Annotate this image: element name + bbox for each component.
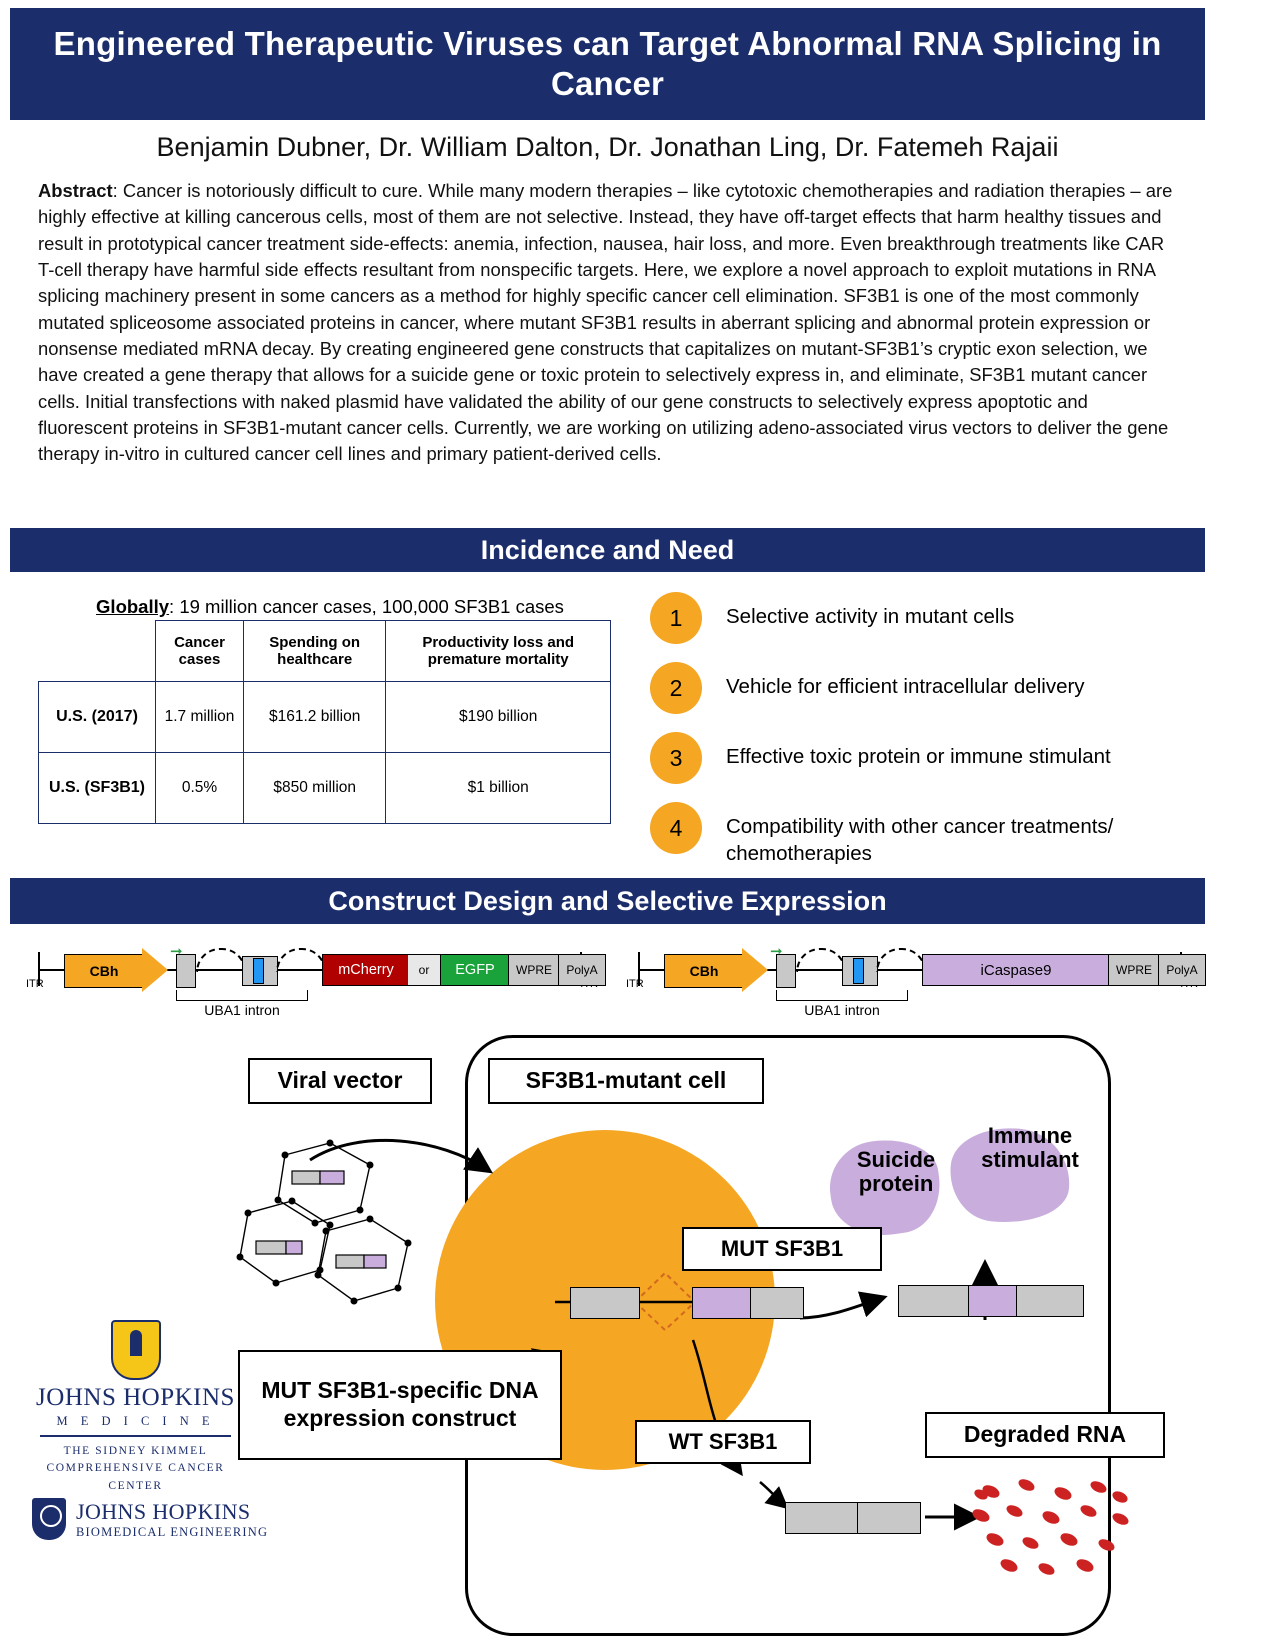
gene-mcherry-box: mCherry	[322, 954, 410, 986]
needs-list	[650, 592, 1195, 885]
table-cell: 1.7 million	[156, 682, 244, 753]
intron-brace	[176, 990, 308, 1001]
exon-block	[857, 1502, 921, 1534]
globally-caption	[40, 596, 620, 618]
promoter-box: CBh	[64, 954, 144, 988]
table-cell: $161.2 billion	[244, 682, 386, 753]
need-number-badge: 2	[650, 662, 702, 714]
bme-text-group	[76, 1499, 268, 1540]
cryptic-exon-marker	[853, 958, 864, 984]
list-item	[650, 802, 1195, 867]
construct-diagrams	[10, 932, 1205, 1032]
bme-division-label: BIOMEDICAL ENGINEERING	[76, 1524, 269, 1539]
intron-brace	[776, 990, 908, 1001]
promoter-box: CBh	[664, 954, 744, 988]
table-row-label-ussf3b1: U.S. (SF3B1)	[39, 753, 156, 824]
need-number-badge: 3	[650, 732, 702, 784]
table-cell: $190 billion	[386, 682, 611, 753]
degraded-rna-particles	[972, 1478, 1142, 1588]
table-header-blank	[39, 621, 156, 682]
exon-block	[785, 1502, 859, 1534]
table-header-cancer-cases: Cancer cases	[156, 621, 244, 682]
wpre-box: WPRE	[508, 954, 560, 986]
gene-egfp-box: EGFP	[440, 954, 510, 986]
globally-label: Globally	[96, 596, 170, 617]
cryptic-exon-marker	[253, 958, 264, 984]
johns-hopkins-medicine-logo	[28, 1320, 243, 1495]
section-banner-construct	[10, 878, 1205, 924]
intron-arc-right	[876, 948, 926, 972]
kimmel-center-line2: COMPREHENSIVE CANCER	[46, 1462, 225, 1475]
list-item	[650, 662, 1195, 714]
degraded-rna-label: Degraded RNA	[925, 1412, 1165, 1458]
need-text: Vehicle for efficient intracellular delivery	[726, 675, 1085, 698]
jhm-shield-icon	[111, 1320, 161, 1380]
gene-icaspase9-box: iCaspase9	[922, 954, 1110, 986]
author-list: Benjamin Dubner, Dr. William Dalton, Dr. Jonathan Ling, Dr. Fatemeh Rajaii	[156, 132, 1059, 162]
johns-hopkins-bme-logo	[32, 1498, 268, 1540]
itr-left-label: ITR	[626, 978, 644, 990]
abstract-text: : Cancer is notoriously difficult to cure. While many modern therapies – like cytotoxic chemotherapies and radiation therapies – are highly effective at killing cancerous cells, most of them are not selective. Instead, they have off-target effects that harm healthy tissues and result in prototypical cancer treatment side-effects: anemia, infection, nausea, hair loss, and more. Even breakthrough treatments like CAR T-cell therapy have harmful side effects resultant from nonspecific targets. Here, we explore a novel approach to exploit mutations in RNA splicing machinery present in some cancers as a method for highly specific cancer cell elimination. SF3B1 is one of the most commonly mutated spliceosome associated proteins in cancer, where mutant SF3B1 results in aberrant splicing and abnormal protein expression or nonsense mediated mRNA decay. By creating engineered gene constructs that capitalizes on mutant-SF3B1’s cryptic exon selection, we have created a gene therapy that allows for a suicide gene or toxic protein to selectively express in, and eliminate, SF3B1 mutant cancer cells. Initial transfections with naked plasmid have validated the ability of our gene constructs to selectively express apoptotic and fluorescent proteins in SF3B1-mutant cancer cells. Currently, we are working on utilizing adeno-associated virus vectors to deliver the gene therapy in-vitro in cultured cancer cell lines and primary patient-derived cells.	[38, 180, 1173, 465]
table-row	[39, 753, 611, 824]
exon-block	[570, 1287, 640, 1319]
need-text: Selective activity in mutant cells	[726, 605, 1015, 628]
jhm-wordmark: JOHNS HOPKINS	[36, 1384, 235, 1411]
bme-shield-icon	[32, 1498, 66, 1540]
intron-label: UBA1 intron	[204, 1002, 280, 1018]
exon-block	[1016, 1285, 1084, 1317]
cryptic-exon-block	[692, 1287, 752, 1319]
exon-block	[898, 1285, 970, 1317]
jhm-division-label: M E D I C I N E	[56, 1414, 215, 1428]
table-row	[39, 682, 611, 753]
table-header-row	[39, 621, 611, 682]
polya-box: PolyA	[558, 954, 606, 986]
construct-label: MUT SF3B1-specific DNA expression construct	[238, 1350, 562, 1460]
list-item	[650, 732, 1195, 784]
kimmel-center-line1: THE SIDNEY KIMMEL	[63, 1445, 208, 1457]
logo-divider	[40, 1435, 231, 1437]
cell-type-label: SF3B1-mutant cell	[488, 1058, 764, 1104]
need-number-badge: 1	[650, 592, 702, 644]
gene-or-label: or	[408, 954, 440, 986]
cryptic-exon-block	[968, 1285, 1018, 1317]
bme-wordmark: JOHNS HOPKINS	[76, 1498, 251, 1524]
table-cell: $1 billion	[386, 753, 611, 824]
promoter-arrow-icon	[742, 948, 768, 992]
need-text: Effective toxic protein or immune stimulant	[726, 745, 1111, 768]
kimmel-center-line3: CENTER	[108, 1479, 163, 1492]
table-header-spending: Spending on healthcare	[244, 621, 386, 682]
section-title-incidence: Incidence and Need	[480, 534, 735, 565]
poster-title-bar	[10, 8, 1205, 120]
abstract-block	[38, 178, 1178, 467]
intron-label: UBA1 intron	[804, 1002, 880, 1018]
viral-vector-network-icon	[230, 1135, 460, 1335]
table-row-label-us2017: U.S. (2017)	[39, 682, 156, 753]
globally-text: : 19 million cancer cases, 100,000 SF3B1 cases	[169, 596, 564, 617]
table-cell: $850 million	[244, 753, 386, 824]
immune-stimulant-label: Immune stimulant	[981, 1123, 1079, 1173]
intron-arc-left	[196, 948, 246, 972]
construct-diagram-fluorescent	[20, 932, 600, 1032]
page-title: Engineered Therapeutic Viruses can Target Abnormal RNA Splicing in Cancer	[53, 24, 1162, 102]
splice-start-arrow-icon: ➞	[770, 943, 783, 960]
intron-arc-right	[276, 948, 326, 972]
section-title-construct: Construct Design and Selective Expression	[328, 885, 887, 916]
mut-sf3b1-label: MUT SF3B1	[682, 1227, 882, 1271]
construct-diagram-icaspase9	[620, 932, 1200, 1032]
splice-start-arrow-icon: ➞	[170, 943, 183, 960]
suicide-protein-label: Suicide protein	[856, 1147, 936, 1197]
abstract-label: Abstract	[38, 180, 113, 201]
exon-block	[750, 1287, 804, 1319]
list-item	[650, 592, 1195, 644]
table-header-productivity: Productivity loss and premature mortality	[386, 621, 611, 682]
table-cell: 0.5%	[156, 753, 244, 824]
need-text: Compatibility with other cancer treatments/ chemotherapies	[726, 815, 1114, 865]
polya-box: PolyA	[1158, 954, 1206, 986]
wt-sf3b1-label: WT SF3B1	[635, 1420, 811, 1464]
need-number-badge: 4	[650, 802, 702, 854]
intron-arc-left	[796, 948, 846, 972]
viral-vector-label: Viral vector	[248, 1058, 432, 1104]
promoter-arrow-icon	[142, 948, 168, 992]
wpre-box: WPRE	[1108, 954, 1160, 986]
itr-left-label: ITR	[26, 978, 44, 990]
incidence-table	[38, 620, 611, 824]
section-banner-incidence	[10, 528, 1205, 572]
